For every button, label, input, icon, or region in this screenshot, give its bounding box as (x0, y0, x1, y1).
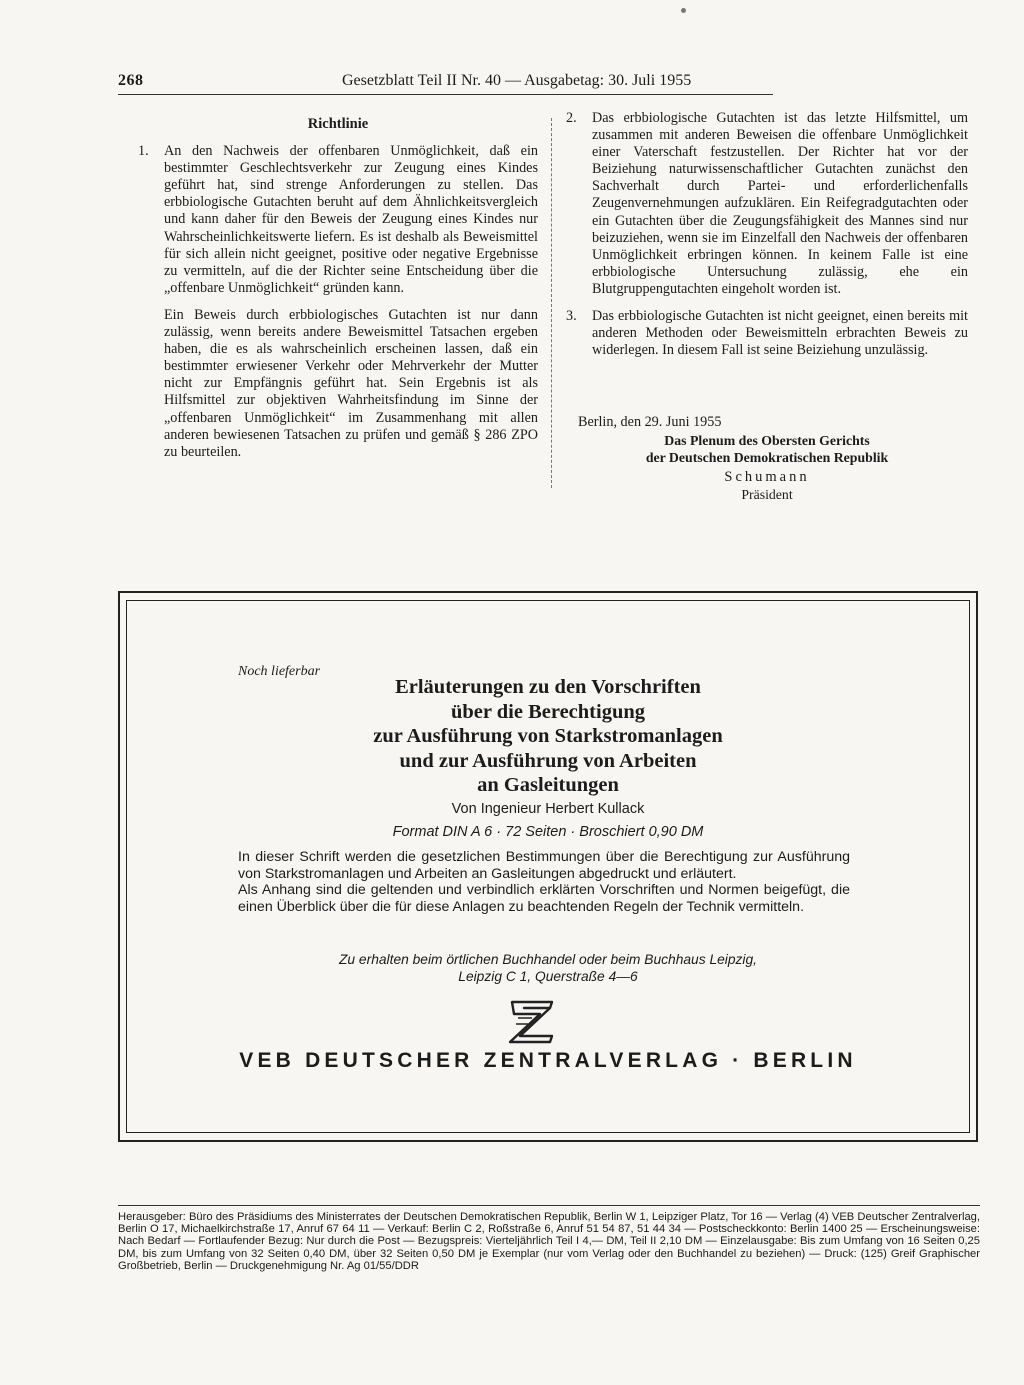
directive-item-1 (138, 143, 538, 297)
item-text: An den Nachweis der offenbaren Unmöglichkeit, daß ein bestimmter Geschlechtsverkehr zur Zeugung eines Kindes geführt hat, sind strenge Anforderungen zu stellen. Das erbbiologische Gutachten beruht auf dem Ähnlichkeitsvergleich und kann daher für den Beweis der Zeugung eines Kindes nur Wahrscheinlichkeitswerte liefern. Es ist deshalb als Beweismittel für sich allein nicht geeignet, positive oder negative Ergebnisse zu vermitteln, auf die der Richter seine Entscheidung über die „offenbare Unmöglichkeit“ gründen kann. (164, 143, 538, 296)
description-paragraph: In dieser Schrift werden die gesetzlichen Bestimmungen über die Berechtigung zur Ausführung von Starkstromanlagen und Arbeiten an Gasleitungen abgedruckt und erläutert. (238, 849, 850, 882)
order-line: Zu erhalten beim örtlichen Buchhandel oder beim Buchhaus Leipzig, (339, 952, 757, 967)
advertisement-box (118, 591, 978, 1142)
item-number: 1. (138, 143, 149, 160)
item-text: Das erbbiologische Gutachten ist das letzte Hilfsmittel, um zusammen mit anderen Beweisen die offenbare Unmöglichkeit einer Vaterschaft festzustellen. Der Richter hat vor der Beiziehung naturwissenschaftlicher Gutachten zunächst den Sachverhalt durch Partei- und erforderlichenfalls Zeugenvernehmungen aufzuklären. Ein Reifegradgutachten oder ein Gutachten über die Zeugungsfähigkeit des Mannes sind nur beizuziehen, wenn sie im Einzelfall den Nachweis der offenbaren Unmöglichkeit erbringen können. In keinem Falle ist eine erbbiologische Untersuchung zulässig, ehe ein Blutgruppengutachten eingeholt worden ist. (592, 110, 968, 297)
item-number: 2. (566, 110, 577, 126)
directive-paragraph: Ein Beweis durch erbbiologisches Gutachten ist nur dann zulässig, wenn bereits andere Beweismittel Tatsachen ergeben haben, die es als wahrscheinlich erscheinen lassen, daß ein bestimmter erwiesener Verkehr oder Mehrverkehr der Mutter nicht zur Empfängnis geführt hat. Sein Ergebnis ist als Hilfsmittel zur objektiven Wahrheitsfindung im Sinne der „offenbaren Unmöglichkeit“ im Zusammenhang mit allen anderen bewiesenen Tatsachen zu prüfen und gemäß § 286 ZPO zu beurteilen. (164, 306, 538, 460)
book-title-line: über die Berechtigung (451, 700, 645, 723)
book-title-line: zur Ausführung von Starkstromanlagen (373, 725, 723, 747)
directive-item-3 (566, 308, 968, 359)
book-title-line: an Gasleitungen (477, 774, 619, 796)
advertisement-content (120, 593, 976, 1140)
issuer-line-1: Das Plenum des Obersten Gerichts (664, 432, 870, 448)
header-rule (118, 94, 773, 95)
scan-speck (681, 8, 686, 13)
place-date: Berlin, den 29. Juni 1955 (578, 414, 722, 430)
availability-note: Noch lieferbar (238, 664, 321, 679)
description-paragraph: Als Anhang sind die geltenden und verbindlich erklärten Vorschriften und Normen beigefügt, die einen Überblick über die für diese Anlagen zu beachtenden Regeln der Technik vermitteln. (238, 882, 850, 915)
directive-item-2 (566, 110, 968, 298)
order-info (120, 951, 976, 985)
book-author: Von Ingenieur Herbert Kullack (451, 801, 645, 817)
left-column (138, 116, 538, 471)
signatory-name: Schumann (724, 468, 810, 485)
column-divider (551, 118, 552, 488)
page-header (118, 72, 778, 96)
book-title (120, 675, 976, 798)
signature-block (566, 414, 968, 504)
item-text: Das erbbiologische Gutachten ist nicht geeignet, einen bereits mit anderen Methoden oder Beweismitteln erbrachten Beweis zu widerlegen. In diesem Fall ist seine Beiziehung unzulässig. (592, 308, 968, 359)
footer-rule (118, 1205, 980, 1206)
book-title-line: Erläuterungen zu den Vorschriften (395, 676, 701, 698)
right-column (566, 110, 968, 369)
issuer-line-2: der Deutschen Demokratischen Republik (645, 450, 889, 465)
page-number: 268 (118, 72, 144, 89)
imprint-footer: Herausgeber: Büro des Präsidiums des Ministerrates der Deutschen Demokratischen Republik, Berlin W 1, Leipziger Platz, Tor 16 — Verlag (4) VEB Deutscher Zentralverlag, Berlin O 17, Michaelkirchstraße 17, Anruf 67 64 11 — Verkauf: Berlin C 2, Roßstraße 6, Anruf 51 54 87, 51 44 34 — Postscheckkonto: Berlin 1400 25 — Erscheinungsweise: Nach Bedarf — Fortlaufender Bezug: Nur durch die Post — Bezugspreis: Vierteljährlich Teil I 4,— DM, Teil II 2,10 DM — Einzelausgabe: Bis zum Umfang von 16 Seiten 0,25 DM, bis zum Umfang von 32 Seiten 0,40 DM, über 32 Seiten 0,50 DM je Exemplar (nur vom Verlag oder den Buchhandel zu beziehen) — Druck: (125) Greif Graphischer Großbetrieb, Berlin — Druckgenehmigung Nr. Ag 01/55/DDR (118, 1211, 980, 1272)
publisher-name: VEB DEUTSCHER ZENTRALVERLAG · BERLIN (239, 1049, 857, 1072)
signatory-title: Präsident (741, 487, 793, 502)
book-description (238, 849, 850, 915)
order-line: Leipzig C 1, Querstraße 4—6 (458, 969, 638, 984)
book-title-line: und zur Ausführung von Arbeiten (399, 749, 697, 772)
book-format: Format DIN A 6 · 72 Seiten · Broschiert 0,90 DM (392, 824, 704, 840)
item-number: 3. (566, 308, 577, 325)
directive-heading: Richtlinie (307, 116, 369, 132)
gazette-title: Gesetzblatt Teil II Nr. 40 — Ausgabetag: 30. Juli 1955 (342, 72, 692, 89)
publisher-logo-icon (506, 996, 558, 1044)
